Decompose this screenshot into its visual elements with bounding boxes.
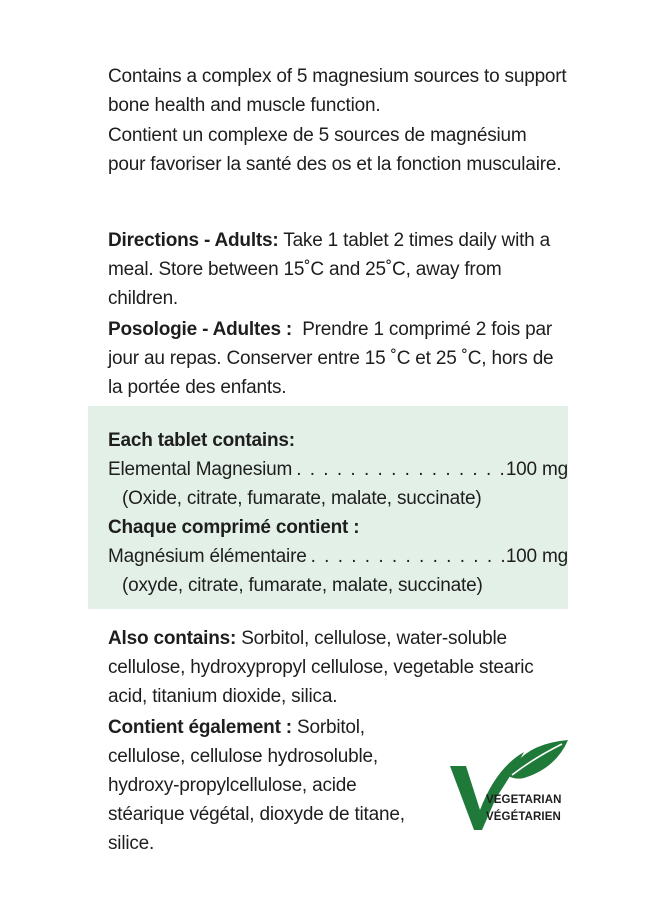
ingredient-sources-french: (oxyde, citrate, fumarate, malate, succinate) xyxy=(122,575,483,596)
ingredient-name-english: Elemental Magnesium xyxy=(108,459,293,480)
directions-english-label: Directions - Adults: xyxy=(108,230,279,251)
ingredient-sources-english: (Oxide, citrate, fumarate, malate, succinate) xyxy=(122,488,482,509)
directions-english xyxy=(108,226,568,313)
dot-leader xyxy=(292,455,506,484)
also-contains-french-label: Contient également : xyxy=(108,717,292,738)
ingredient-amount-french: 100 mg xyxy=(505,546,568,567)
directions-french xyxy=(108,315,568,402)
intro-english-text: Contains a complex of 5 magnesium sources to support bone health and muscle function. xyxy=(108,66,567,116)
ingredients-english xyxy=(108,426,568,513)
also-contains-english-label: Also contains: xyxy=(108,628,237,649)
ingredients-english-heading: Each tablet contains: xyxy=(108,430,295,451)
ingredients-french xyxy=(108,513,568,600)
intro-french xyxy=(108,121,568,179)
ingredients-french-heading: Chaque comprimé contient : xyxy=(108,517,360,538)
vegetarian-badge-english: VEGETARIAN xyxy=(486,794,562,806)
ingredient-amount-english: 100 mg xyxy=(505,459,568,480)
directions-french-label: Posologie - Adultes : xyxy=(108,319,293,340)
ingredient-row-english xyxy=(108,455,568,484)
vegetarian-badge-french: VÉGÉTARIEN xyxy=(486,811,561,823)
also-contains-english xyxy=(108,624,568,711)
intro-french-text: Contient un complexe de 5 sources de magnésium pour favoriser la santé des os et la fonction musculaire. xyxy=(108,125,562,175)
ingredient-name-french: Magnésium élémentaire xyxy=(108,546,307,567)
also-contains-french xyxy=(108,713,408,858)
dot-leader xyxy=(307,542,506,571)
vegetarian-v-leaf-icon xyxy=(446,738,576,838)
directions-english-text: Take 1 tablet 2 times daily with a meal. Store between 15˚C and 25˚C, away from children. xyxy=(108,230,550,309)
also-contains-french-text: Sorbitol, cellulose, cellulose hydrosoluble, hydroxy-propylcellulose, acide stéarique végétal, dioxyde de titane, silice. xyxy=(108,717,405,854)
directions-french-text: Prendre 1 comprimé 2 fois par jour au repas. Conserver entre 15 ˚C et 25 ˚C, hors de la portée des enfants. xyxy=(108,319,559,398)
ingredient-row-french xyxy=(108,542,568,571)
intro-english xyxy=(108,62,568,120)
also-contains-english-text: Sorbitol, cellulose, water-soluble cellulose, hydroxypropyl cellulose, vegetable stearic acid, titanium dioxide, silica. xyxy=(108,628,534,707)
